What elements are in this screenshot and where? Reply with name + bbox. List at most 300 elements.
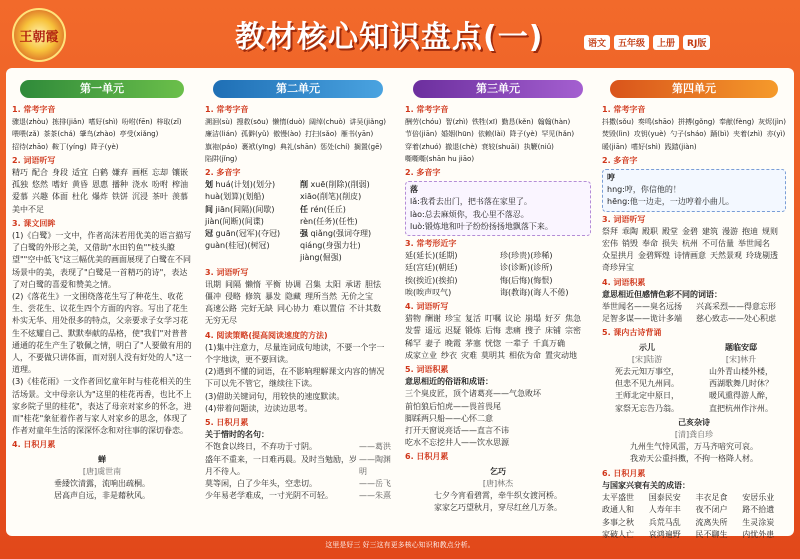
polyphone-reading: qiǎng(强词夺理) <box>310 229 372 239</box>
tag-grade: 五年级 <box>614 35 649 50</box>
list-item: 损失 <box>662 239 678 249</box>
unit1-column <box>12 74 192 532</box>
list-item: 诗情画意 <box>674 251 706 261</box>
list-item: 挨(挨近)(挨拍) <box>405 275 458 285</box>
list-item: 降子(yè) <box>509 130 538 139</box>
unit1-sec-review: 3. 课文回眸 <box>12 218 56 228</box>
list-item: 打扫(sǎo) <box>305 130 337 139</box>
list-item: 晚霞 <box>445 338 461 348</box>
list-item: 抱迪 <box>742 226 758 236</box>
list-item: 路不拾遗 <box>742 505 775 515</box>
unit1-title: 第一单元 <box>20 80 184 98</box>
polyphone-reading: jiān(间隔)(间歇) <box>215 204 275 214</box>
list-item: 撤退(chè) <box>445 142 478 151</box>
unit3-idiom-heading: 意思相近的俗语和成语： <box>405 377 493 387</box>
quote-author: ——陶渊明 <box>358 454 391 476</box>
list-item: 践踏(jiàn) <box>664 142 697 151</box>
unit4-pair-grid <box>602 301 786 325</box>
list-item: 侵略 <box>225 292 241 302</box>
unit1-word-list <box>12 167 192 216</box>
unit3-word-list <box>405 313 591 362</box>
list-item: 踊(bì) <box>710 130 730 139</box>
list-item: 画框 <box>132 168 148 178</box>
quote-text: 盛年不重来，一日难再晨。及时当勉励，岁月不待人。 <box>205 454 357 476</box>
unit4-polyphone-box <box>602 169 786 212</box>
list-item: 规则 <box>762 226 778 236</box>
unit3-sec-accumulation: 5. 词语积累 <box>405 365 449 375</box>
list-item: 乖陶 <box>622 226 638 236</box>
list-item: 暴发 <box>265 292 281 302</box>
unit2-quote <box>205 454 391 478</box>
list-item: 降子(yè) <box>90 142 119 151</box>
list-item: 奏鸣(shāo) <box>637 118 674 127</box>
poem-line: 山外青山楼外楼， <box>709 367 773 377</box>
unit2-sec-pronunciation: 1. 常考字音 <box>205 105 249 114</box>
list-item: 美中不足 <box>12 204 44 214</box>
unit4-char-list <box>602 116 786 153</box>
list-item: 懒惰 <box>245 279 261 289</box>
list-item: 吩咐(fēn) <box>121 118 153 127</box>
unit3-sec-dictation: 4. 词语听写 <box>405 302 449 312</box>
list-item: 金碧辉煌 <box>638 251 670 261</box>
unit3-poem-author: [唐]林杰 <box>482 478 514 488</box>
list-item: 执鞭(niǔ) <box>523 142 554 151</box>
list-item: 举世闻名——臭名远扬 <box>602 302 682 312</box>
unit4-column <box>602 74 786 539</box>
unit4-poem-c-author: [清]龚自珍 <box>674 430 714 440</box>
list-item: 酬谢 <box>425 314 441 324</box>
list-item: 奇珍异宝 <box>602 263 634 273</box>
unit2-polyphone-grid <box>205 179 391 264</box>
unit2-polyphone <box>205 179 296 203</box>
polyphone-char: 间 <box>205 204 213 214</box>
list-item: 修筑 <box>245 292 261 302</box>
unit2-tip: (1)集中注意力，尽量连词成句地读，不要一个字一个字地读，更不要回读。 <box>205 342 385 365</box>
unit1-sec-dictation: 2. 词语听写 <box>12 155 56 165</box>
unit3-poem-title: 乞巧 <box>490 466 506 476</box>
list-item: 肇鸟(zhào) <box>79 130 116 139</box>
poem-line: 直把杭州作汴州。 <box>709 403 773 413</box>
poem-title: 示儿 <box>639 342 655 352</box>
list-item: 浇水 <box>132 180 148 190</box>
list-item: 骤退(zhòu) <box>12 118 49 127</box>
list-item: 多事之秋 <box>602 517 634 527</box>
page-title: 教材核心知识盘点(一) <box>235 20 544 55</box>
polyphone-reading: jiàn(间断)(间谍) <box>205 216 264 226</box>
list-item: 陷阱(jǐng) <box>205 154 238 163</box>
list-item: 奉命 <box>642 239 658 249</box>
list-item: 傲慢(ào) <box>273 130 302 139</box>
list-item: 夜不闭户 <box>695 505 728 515</box>
list-item: 稀罕 <box>405 338 421 348</box>
list-item: 招待(zhāo) <box>12 142 49 151</box>
unit3-title: 第三单元 <box>413 80 583 98</box>
unit3-sec-daily: 6. 日积月累 <box>405 452 449 462</box>
list-item: 廉洁(lián) <box>205 130 238 139</box>
list-item: 足智多谋——诡计多端 <box>602 314 682 324</box>
list-item: 杜化 <box>72 192 88 202</box>
unit3-similar-grid <box>405 250 591 299</box>
list-item: 妻子 <box>425 338 441 348</box>
list-item: 同心协力 <box>277 304 309 314</box>
list-item: 配合 <box>32 168 48 178</box>
unit4-sec-daily: 6. 日积月累 <box>602 468 646 478</box>
list-item: 灾难 <box>461 350 477 360</box>
polyphone-char: 落 <box>410 185 418 195</box>
list-item: 国泰民安 <box>648 493 681 503</box>
list-item: 婚姻(hūn) <box>441 130 474 139</box>
polyphone-reading: lào:总去麻烦你，我心里不落忍。 <box>410 209 529 219</box>
unit4-poem-grid <box>602 340 786 415</box>
unit1-review-1: (1)《白鹭》一文中，作者高沫若用优美的语言描写了白鹭的外形之美，又借助"水田钓鱼""枝头瞭望""空中低飞"这三幅优美的画面展现了白鹭在不同场景中的美，表现了"白鹭是一首精巧的诗"，表达了对白鹭的喜爱和赞美之情。 <box>12 231 192 289</box>
list-item: 铁牲(xī) <box>472 118 498 127</box>
list-item: 翰翰(hàn) <box>537 118 571 127</box>
list-item: 焚毁(lìn) <box>602 130 630 139</box>
polyphone-reading: xiāo(削笔)(削皮) <box>300 192 362 202</box>
list-item: 黄昏 <box>72 180 88 190</box>
list-item: 智(zhì) <box>445 118 468 127</box>
list-item: 床铺 <box>545 326 561 336</box>
poem-author: [宋]林升 <box>725 354 757 364</box>
list-item: 茅塞 <box>465 338 481 348</box>
list-item: 家破人亡 <box>602 529 634 539</box>
unit4-sec-dictation: 3. 词语听写 <box>602 214 646 224</box>
list-item: 太阳 <box>325 279 341 289</box>
list-item: 播种 <box>112 180 128 190</box>
list-item: 民不聊生 <box>695 529 728 539</box>
list-item: 召集 <box>305 279 321 289</box>
list-item: 吩咐 <box>152 180 168 190</box>
polyphone-char: 强 <box>300 229 308 239</box>
list-item: 成家立业 <box>405 350 437 360</box>
list-item: 生灵涂炭 <box>742 517 775 527</box>
unit3-sec-pronunciation: 1. 常考字音 <box>405 105 449 114</box>
list-item: 悔(后悔)(悔恨) <box>500 275 553 285</box>
unit2-tip: (3)借助关键词句，用较快的速度默读。 <box>205 391 345 401</box>
unit1-char-list <box>12 116 192 153</box>
quote-text: 少年易老学难成，一寸光阴不可轻。 <box>205 491 333 501</box>
unit2-sec-polyphone: 2. 多音字 <box>205 168 241 178</box>
list-item: 夹着(zhì) <box>733 130 763 139</box>
unit3-idiom: 前怕狼后怕虎——畏首畏尾 <box>405 401 501 411</box>
list-item: 鞍丁(yíng) <box>52 142 87 151</box>
unit2-sec-strategy: 4. 阅读策略(提高阅读速度的方法) <box>205 330 328 340</box>
list-item: 搜救(sōu) <box>236 118 269 127</box>
list-item: 千真万确 <box>533 338 565 348</box>
list-item: 纱衣 <box>441 350 457 360</box>
list-item: 灰烬(jìn) <box>758 118 786 127</box>
list-item: 亭受(xiǎng) <box>119 130 159 139</box>
poem-author: [宋]陆游 <box>631 354 663 364</box>
list-item: 焦急 <box>565 314 581 324</box>
polyphone-reading: xuē(削除)(削弱) <box>310 180 370 190</box>
list-item: 雁书(yān) <box>340 130 374 139</box>
list-item: 惩处(chí) <box>320 142 350 151</box>
list-item: 不可估量 <box>702 239 734 249</box>
list-item: 诊(诊断)(诊所) <box>500 263 553 273</box>
list-item: 唉(唉声叹气) <box>405 287 452 297</box>
unit2-tip: (4)带着问题读，边读边思考。 <box>205 403 313 413</box>
list-item: 白鹤 <box>92 168 108 178</box>
list-item: 爱慕 <box>12 192 28 202</box>
unit2-polyphone <box>300 179 391 203</box>
list-item: 爆炸 <box>92 192 108 202</box>
unit1-poem-line: 居高声自远，非是藉秋风。 <box>54 491 150 501</box>
poem-line: 九州生气恃风雷，万马齐喑究可哀。 <box>630 442 758 452</box>
list-item: 兴高采烈——得意忘形 <box>696 302 776 312</box>
polyphone-char: 削 <box>300 180 308 190</box>
unit4-title: 第四单元 <box>610 80 778 98</box>
list-item: 殿职 <box>642 226 658 236</box>
unit4-poem-a <box>602 340 692 415</box>
list-item: 悠然 <box>32 180 48 190</box>
list-item: 嗜好(shì) <box>88 118 118 127</box>
list-item: 兴趣 <box>32 192 48 202</box>
polyphone-reading: guān(冠军)(夺冠) <box>215 229 281 239</box>
tag-subject: 语文 <box>584 35 610 50</box>
list-item: 锻炼 <box>465 326 481 336</box>
unit3-char-list <box>405 116 591 165</box>
list-item: 哀鸿遍野 <box>648 529 681 539</box>
list-item: 溯洄(sù) <box>205 118 233 127</box>
list-item: 拼搏(gǒng) <box>677 118 716 127</box>
polyphone-reading: guàn(桂冠)(树冠) <box>205 241 270 251</box>
list-item: 内忧外患 <box>742 529 775 539</box>
list-item: 穿着(zhuó) <box>405 142 442 151</box>
unit3-idiom: 打开天窗说亮话——直言不讳 <box>405 426 509 436</box>
unit2-polyphone <box>205 228 296 265</box>
poem-line: 但悲不见九州同。 <box>615 379 679 389</box>
unit4-idiom-grid <box>602 492 786 541</box>
poem-line: 王师北定中原日， <box>615 391 679 401</box>
list-item: 太平盛世 <box>602 493 634 503</box>
unit1-sec-pronunciation: 1. 常考字音 <box>12 105 56 114</box>
list-item: 叮嘱 <box>485 314 501 324</box>
list-item: 典礼(shān) <box>279 142 317 151</box>
poem-line: 西湖歌舞几时休？ <box>709 379 773 389</box>
unit4-poem-b <box>696 340 786 415</box>
list-item: 无穷无尽 <box>205 316 237 326</box>
list-item: 高速公路 <box>205 304 237 314</box>
unit3-idiom: 脚踩两只船——心怀二意 <box>405 413 493 423</box>
unit4-word-list <box>602 226 786 275</box>
list-item: 相依为命 <box>509 350 541 360</box>
list-item: 金碧 <box>682 226 698 236</box>
list-item: 沉浸 <box>132 192 148 202</box>
unit4-sec-pronunciation: 1. 常考字音 <box>602 105 646 114</box>
list-item: 搁置(gē) <box>353 142 383 151</box>
list-item: 旗袍(páo) <box>205 142 238 151</box>
polyphone-reading: lǎ:我肴去出门，把书落在家里了。 <box>410 197 532 207</box>
unit3-idiom: 三个臭皮匠，顶个诸葛亮——气急败坏 <box>405 389 541 399</box>
list-item: 孤独 <box>12 180 28 190</box>
list-item: 廷(宫廷)(朝廷) <box>405 263 458 273</box>
unit3-sec-polyphone: 2. 多音字 <box>405 168 441 178</box>
list-item: 梓取(zǐ) <box>156 118 182 127</box>
polyphone-reading: luò:锻炼地和叶子纷纷扬扬地飘落下来。 <box>410 221 553 231</box>
list-item: 忘却 <box>152 168 168 178</box>
header <box>0 0 800 70</box>
list-item: 复活 <box>465 314 481 324</box>
polyphone-char: 任 <box>300 204 308 214</box>
quote-text: 莫等闲，白了少年头，空悲切。 <box>205 479 317 489</box>
list-item: 茶茶(chá) <box>43 130 76 139</box>
list-item: 杭州 <box>682 239 698 249</box>
list-item: 羡慕 <box>172 192 188 202</box>
list-item: 理所当然 <box>305 292 337 302</box>
polyphone-reading: huà(划算)(划船) <box>205 192 265 202</box>
list-item: 讯期 <box>205 279 221 289</box>
list-item: 僵冲 <box>205 292 221 302</box>
list-item: 衰较(shuāi) <box>481 142 520 151</box>
unit3-idiom: 吃水不忘挖井人——饮水思源 <box>405 438 509 448</box>
unit4-poem-c-title: 己亥杂诗 <box>678 417 710 427</box>
list-item: 置灾动地 <box>545 350 577 360</box>
list-item: 体面 <box>52 192 68 202</box>
list-item: 悲痛 <box>505 326 521 336</box>
polyphone-char: 划 <box>205 180 213 190</box>
unit3-poem-line: 家家乞巧望秋月，穿尽红丝几万条。 <box>434 503 562 513</box>
list-item: 喂喂(zǎ) <box>12 130 40 139</box>
unit2-quote <box>205 478 391 490</box>
list-item: 猎物 <box>405 314 421 324</box>
list-item: 销毁 <box>622 239 638 249</box>
unit4-sec-poems: 5. 课内古诗背诵 <box>602 328 662 338</box>
polyphone-char: 冠 <box>205 229 213 239</box>
list-item: 间隔 <box>225 279 241 289</box>
unit4-sec-polyphone: 2. 多音字 <box>602 155 638 165</box>
unit2-quote-heading: 关于惜时的名句： <box>205 430 269 440</box>
polyphone-reading: hng:哼，你信他的！ <box>607 185 681 195</box>
brand-logo <box>12 8 66 62</box>
polyphone-reading: rèn(任务)(任性) <box>300 216 358 226</box>
list-item: 众星拱月 <box>602 251 634 261</box>
polyphone-reading: rén(任丘) <box>310 204 346 214</box>
page-footer: 这里是好三 好三这有更多核心知识和教点分析。 <box>325 541 475 549</box>
unit2-sec-accumulation: 5. 日积月累 <box>205 418 249 428</box>
list-item: 嫌弃 <box>112 168 128 178</box>
unit2-polyphone <box>205 204 296 228</box>
list-item: 勤恳(kěn) <box>501 118 534 127</box>
list-item: 无价之宝 <box>341 292 373 302</box>
logo-text: 王朝霞 <box>19 29 59 45</box>
unit2-polyphone <box>300 228 391 265</box>
list-item: 流离失所 <box>695 517 728 527</box>
list-item: 攻钥(yuè) <box>633 130 667 139</box>
list-item: 发誓 <box>405 326 421 336</box>
list-item: 迟疑 <box>445 326 461 336</box>
list-item: 举世闻名 <box>738 239 770 249</box>
unit1-poem-author: [唐]虞世南 <box>82 466 122 476</box>
unit3-column <box>405 74 591 532</box>
quote-author: ——岳飞 <box>359 479 391 489</box>
polyphone-reading: qiáng(身强力壮) <box>300 241 361 251</box>
list-item: 玲珑剔透 <box>746 251 778 261</box>
list-item: 政通人和 <box>602 505 634 515</box>
tag-term: 上册 <box>653 35 679 50</box>
unit1-poem-line: 垂緌饮清露，流响出疏桐。 <box>54 479 150 489</box>
list-item: 丰衣足食 <box>695 493 728 503</box>
list-item: 拣排(jiǎn) <box>52 118 85 127</box>
list-item: 殿堂 <box>662 226 678 236</box>
poem-title: 题临安邸 <box>725 342 757 352</box>
list-item: 隐藏 <box>285 292 301 302</box>
poem-line: 我劝天公重抖擞，不拘一格降人材。 <box>630 454 758 464</box>
list-item: 罕见(hǎn) <box>541 130 575 139</box>
list-item: 崩塌 <box>525 314 541 324</box>
list-item: 讲吴(jiǎng) <box>349 118 386 127</box>
list-item: 榨油 <box>172 180 188 190</box>
unit1-review-2: (2)《落花生》一文围绕落花生写了种花生、收花生、尝花生、议花生四个方面的内容。写出了花生朴实无华、用处很多的特点，父亲要求子女学习花生不炫耀自己、默默奉献的品格，使"我们"对普普通通的花生产生了敬佩之情，明白了"人要做有用的人，不要做只讲体面，而对别人没有好处的人"这一道理。 <box>12 292 192 375</box>
list-item: 酬劳(chóu) <box>405 118 442 127</box>
list-item: 慈心致志——处心积虑 <box>696 314 776 324</box>
unit1-review-3: (3)《桂花雨》一文作者回忆童年时与桂花相关的生活场景。文中母亲认为"这里的桂花再香，也比不上家乡院子里的桂花"，表达了母亲对家乡的怀念，进而"桂花"象征着作者与家人对家乡的思念，体现了作者对童年生活的深深怀念和对往事的深切眷恋。 <box>12 377 192 436</box>
list-item: 恩惠 <box>92 180 108 190</box>
unit1-sec-accumulation: 4. 日积月累 <box>12 440 56 450</box>
list-item: 莫明其 <box>481 350 505 360</box>
list-item: 亦(yì) <box>766 130 786 139</box>
unit2-sec-dictation: 3. 词语听写 <box>205 267 249 277</box>
quote-author: ——葛洪 <box>359 442 391 452</box>
list-item: 节倍(jiān) <box>405 130 438 139</box>
unit2-word-list <box>205 279 391 328</box>
list-item: 铁饼 <box>112 192 128 202</box>
list-item: 珍(珍贵)(珍稀) <box>500 251 553 261</box>
list-item: 精巧 <box>12 168 28 178</box>
list-item: 一辈子 <box>505 338 529 348</box>
list-item: 裹袱(yīng) <box>241 142 276 151</box>
polyphone-reading: jiàng(倔强) <box>300 253 342 263</box>
quote-text: 不饱食以终日，不弃功于寸阴。 <box>205 442 317 452</box>
list-item: 暖(jiān) <box>602 142 628 151</box>
list-item: 抖擞(sǒu) <box>602 118 634 127</box>
header-tags <box>584 35 710 50</box>
list-item: 胆怯 <box>365 279 381 289</box>
list-item: 人寿年丰 <box>648 505 681 515</box>
tag-edition: RJ版 <box>683 35 710 50</box>
list-item: 协调 <box>285 279 301 289</box>
unit1-poem-title: 蝉 <box>98 454 106 464</box>
list-item: 勺子(sháo) <box>670 130 707 139</box>
unit4-idiom-heading: 与国家兴衰有关的成语： <box>602 480 690 490</box>
list-item: 安居乐业 <box>742 493 775 503</box>
list-item: 懒惰(duò) <box>272 118 305 127</box>
unit2-quote <box>205 441 391 453</box>
unit2-tip: (2)遇到不懂的词语，在不影响理解课文内容的情况下可以先不管它，继续往下读。 <box>205 367 385 389</box>
list-item: 祭拜 <box>602 226 618 236</box>
unit3-sec-similar: 3. 常考形近字 <box>405 239 457 249</box>
list-item: 后悔 <box>485 326 501 336</box>
list-item: 依赖(lài) <box>477 130 506 139</box>
unit4-pair-heading: 意思相近但感情色彩不同的词语： <box>602 289 722 299</box>
list-item: 身段 <box>52 168 68 178</box>
list-item: 建筑 <box>702 226 718 236</box>
unit2-quote <box>205 490 391 502</box>
list-item: 天然景观 <box>710 251 742 261</box>
list-item: 适宜 <box>72 168 88 178</box>
quote-author: ——朱熹 <box>359 491 391 501</box>
list-item: 延(延长)(延期) <box>405 251 458 261</box>
poem-line: 暖风熏得游人醉， <box>709 391 773 401</box>
list-item: 遥远 <box>425 326 441 336</box>
unit2-column <box>205 74 391 532</box>
unit2-title: 第二单元 <box>213 80 383 98</box>
unit3-poem-line: 七夕今宵看碧霄，牵牛织女渡河桥。 <box>434 491 562 501</box>
list-item: 宏伟 <box>602 239 618 249</box>
list-item: 议论 <box>505 314 521 324</box>
list-item: 嘶嘶嘶(shān hu jiāo) <box>405 154 475 163</box>
list-item: 阔绰(chuò) <box>309 118 346 127</box>
